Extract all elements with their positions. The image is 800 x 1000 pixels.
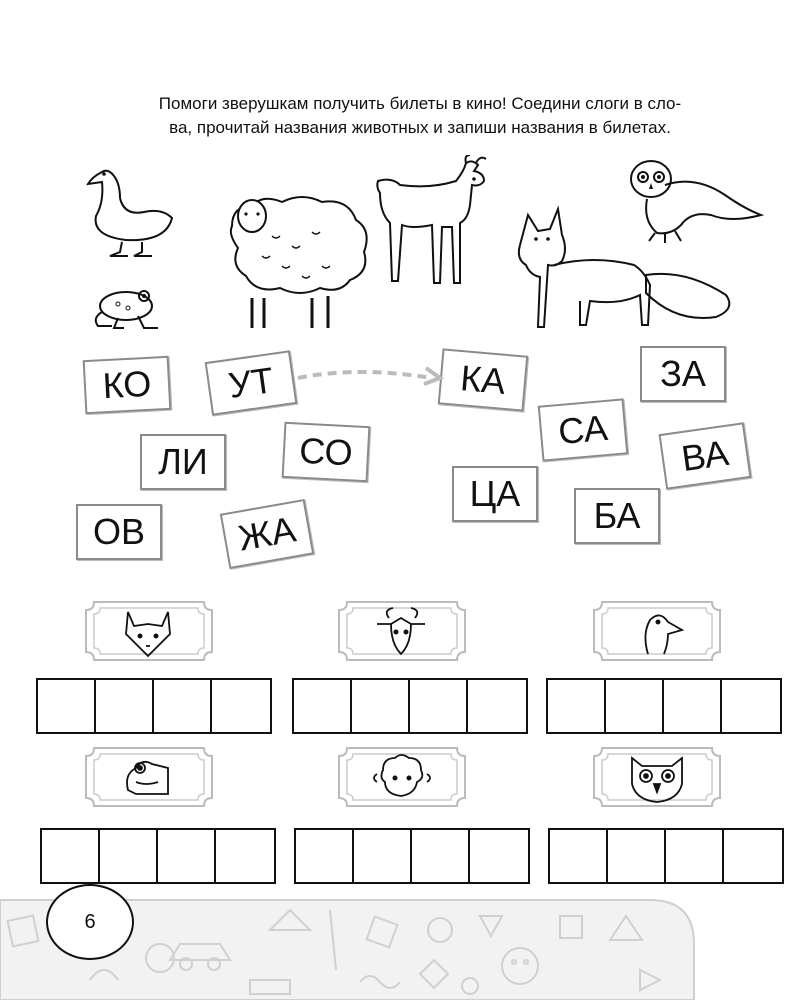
instruction-text bbox=[90, 92, 750, 140]
letter-cell[interactable] bbox=[548, 680, 606, 732]
letter-cell[interactable] bbox=[410, 680, 468, 732]
answer-cells-duck[interactable] bbox=[546, 678, 782, 734]
syllable-card-za[interactable] bbox=[640, 346, 726, 402]
ticket-sheep bbox=[337, 746, 467, 808]
letter-cell[interactable] bbox=[38, 680, 96, 732]
letter-cell[interactable] bbox=[96, 680, 154, 732]
answer-cells-fox[interactable] bbox=[36, 678, 272, 734]
letter-cell[interactable] bbox=[468, 680, 526, 732]
letter-cell[interactable] bbox=[294, 680, 352, 732]
instruction-line-2: ва, прочитай названия животных и запиши названия в билетах. bbox=[169, 118, 671, 137]
ticket-fox bbox=[84, 600, 214, 662]
syllable-text: КО bbox=[101, 362, 153, 407]
syllable-card-ut[interactable] bbox=[205, 350, 298, 415]
syllable-card-li[interactable] bbox=[140, 434, 226, 490]
syllable-card-ov[interactable] bbox=[76, 504, 162, 560]
syllable-text: ОВ bbox=[92, 511, 145, 552]
syllable-card-sa[interactable] bbox=[538, 398, 629, 461]
syllable-text: БА bbox=[593, 495, 641, 536]
owl-illustration bbox=[625, 155, 765, 245]
letter-cell[interactable] bbox=[722, 680, 780, 732]
syllable-text: ВА bbox=[678, 431, 731, 480]
ticket-owl bbox=[592, 746, 722, 808]
syllable-text: СА bbox=[556, 406, 610, 453]
syllable-text: СО bbox=[298, 429, 354, 474]
syllable-text: ЛИ bbox=[158, 441, 208, 482]
ticket-frog bbox=[84, 746, 214, 808]
letter-cell[interactable] bbox=[154, 680, 212, 732]
syllable-text: ЖА bbox=[235, 508, 299, 559]
syllable-text: ЦА bbox=[469, 473, 521, 514]
syllable-text: КА bbox=[458, 357, 508, 402]
frog-illustration bbox=[88, 278, 168, 334]
syllable-text: ЗА bbox=[660, 353, 706, 394]
goat-illustration bbox=[370, 155, 500, 305]
duck-illustration bbox=[82, 152, 182, 262]
syllable-card-va[interactable] bbox=[659, 422, 752, 489]
syllable-card-zha[interactable] bbox=[220, 499, 314, 569]
syllable-card-ka[interactable] bbox=[438, 348, 529, 411]
instruction-line-1: Помоги зверушкам получить билеты в кино! Соедини слоги в сло- bbox=[158, 94, 682, 113]
letter-cell[interactable] bbox=[212, 680, 270, 732]
letter-cell[interactable] bbox=[606, 680, 664, 732]
syllable-card-tsa[interactable] bbox=[452, 466, 538, 522]
page-number-text: 6 bbox=[84, 910, 96, 933]
letter-cell[interactable] bbox=[664, 680, 722, 732]
sheep-illustration bbox=[212, 186, 372, 336]
ticket-goat bbox=[337, 600, 467, 662]
page-number bbox=[46, 884, 134, 960]
syllable-card-ba[interactable] bbox=[574, 488, 660, 544]
answer-cells-goat[interactable] bbox=[292, 678, 528, 734]
example-arrow bbox=[296, 362, 446, 392]
syllable-card-ko[interactable] bbox=[83, 356, 172, 414]
letter-cell[interactable] bbox=[352, 680, 410, 732]
syllable-text: УТ bbox=[225, 359, 276, 406]
syllable-card-so[interactable] bbox=[282, 422, 371, 482]
ticket-duck bbox=[592, 600, 722, 662]
